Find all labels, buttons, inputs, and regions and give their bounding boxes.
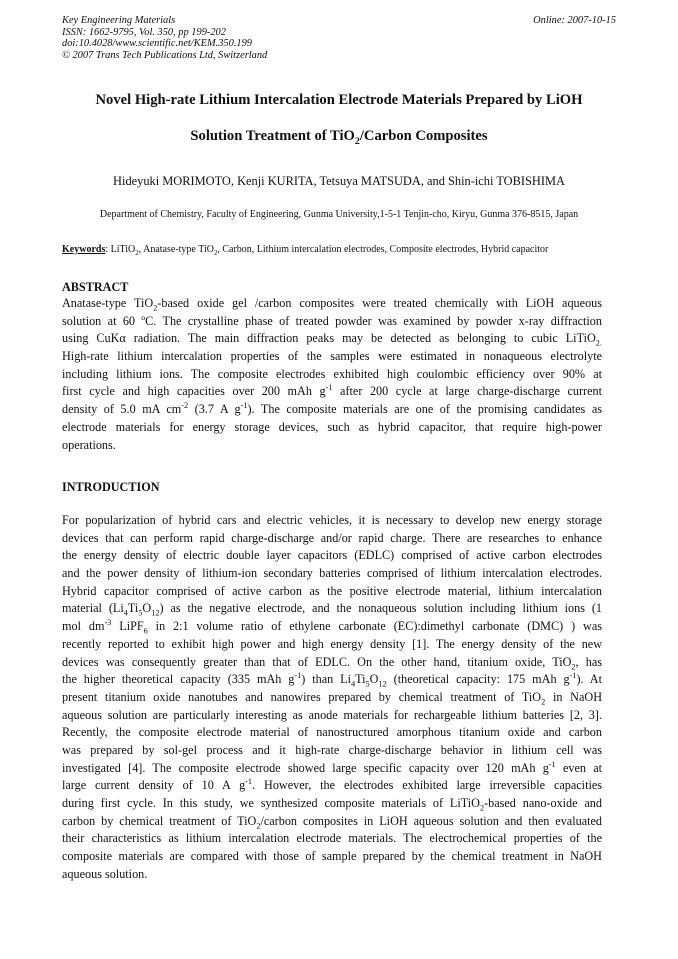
- keywords-label: Keywords: [62, 244, 106, 255]
- author-list: Hideyuki MORIMOTO, Kenji KURITA, Tetsuya MATSUDA, and Shin-ichi TOBISHIMA: [113, 174, 565, 188]
- abstract-heading: ABSTRACT: [62, 280, 129, 294]
- doi-line: doi:10.4028/www.scientific.net/KEM.350.199: [62, 38, 252, 50]
- keywords-line: Keywords: LiTiO$_2$, Anatase-type TiO$_2$, Carbon, Lithium intercalation electrodes, Composite electrodes, Hybrid capacitor: [62, 244, 549, 257]
- online-date: Online: 2007-10-15: [533, 15, 616, 26]
- copyright-line: © 2007 Trans Tech Publications Ltd, Switzerland: [62, 49, 268, 61]
- issn-line: ISSN: 1662-9795, Vol. 350, pp 199-202: [62, 26, 226, 38]
- abstract-body: Anatase-type TiO$_2$-based oxide gel /carbon composites were treated chemically with LiOH aqueous solution at 60 ºC. The crystalline phase of treated powder was examined by powder x-ray diffraction using CuKα radiation. The main diffraction peaks may be detected as belonging to cubic LiTiO$_{2.}$ High-rate lithium intercalation properties of the samples were estimated in nonaqueous electrolyte including lithium ions. The composite electrodes exhibited high coulombic efficiency over 90% at first cycle and high capacities over 200 mAh $g^{-1}$ after 200 cycle at large charge-discharge current density of 5.0 mA $cm^{-2}$ (3.7 A $g^{-1}$). The composite materials are one of the promising candidates as electrode materials for energy storage devices, such as hybrid capacitor, that require high-power operations.: [62, 296, 602, 452]
- journal-header: [62, 15, 616, 61]
- introduction-body: For popularization of hybrid cars and electric vehicles, it is necessary to develop new energy storage devices that can perform rapid charge-discharge and/or rapid charge. There are researches to enhance the energy density of electric double layer capacitors (EDLC) comprised of active carbon electrodes and the power density of lithium-ion secondary batteries comprised of lithium intercalation electrodes. Hybrid capacitor comprised of active carbon as the positive electrode material, lithium intercalation material $(Li_4Ti_5O_{12})$ as the negative electrode, and the nonaqueous solution including lithium ions (1 mol $dm^{-3}$ LiPF$_6$ in 2:1 volume ratio of ethylene carbonate (EC):dimethyl carbonate (DMC) ) was recently reported to exhibit high power and high energy density [1]. The energy density of the new devices was consequently greater than that of EDLC. On the other hand, titanium oxide, TiO$_2$, has the higher theoretical capacity (335 mAh $g^{-1}$) than $Li_4Ti_5O_{12}$ (theoretical capacity: 175 mAh $g^{-1}$). At present titanium oxide nanotubes and nanowires prepared by chemical treatment of TiO$_2$ in NaOH aqueous solution are particularly interesting as anode materials for rechargeable lithium batteries [2, 3]. Recently, the composite electrode material of nanostructured amorphous titanium oxide and carbon was prepared by sol-gel process and it high-rate charge-discharge behavior in lithium cell was investigated [4]. The composite electrode showed large specific capacity over 120 mAh $g^{-1}$ even at large current density of 10 A $g^{-1}$. However, the electrodes exhibited large irreversible capacities during first cycle. In this study, we synthesized composite materials of LiTiO$_2$-based nano-oxide and carbon by chemical treatment of TiO$_2$/carbon composites in LiOH aqueous solution and then evaluated their characteristics as lithium intercalation electrode materials. The electrochemical properties of the composite materials are compared with those of sample prepared by the chemical treatment in NaOH aqueous solution.: [62, 513, 602, 881]
- paper-title-line-1: Novel High-rate Lithium Intercalation Electrode Materials Prepared by LiOH: [95, 92, 583, 108]
- affiliation: Department of Chemistry, Faculty of Engineering, Gunma University,1-5-1 Tenjin-cho, Kiryu, Gunma 376-8515, Japan: [99, 209, 579, 220]
- introduction-heading: INTRODUCTION: [62, 480, 160, 494]
- journal-name: Key Engineering Materials: [62, 15, 176, 26]
- paper-title-line-2: Solution Treatment of TiO$_2$/Carbon Composites: [190, 128, 488, 147]
